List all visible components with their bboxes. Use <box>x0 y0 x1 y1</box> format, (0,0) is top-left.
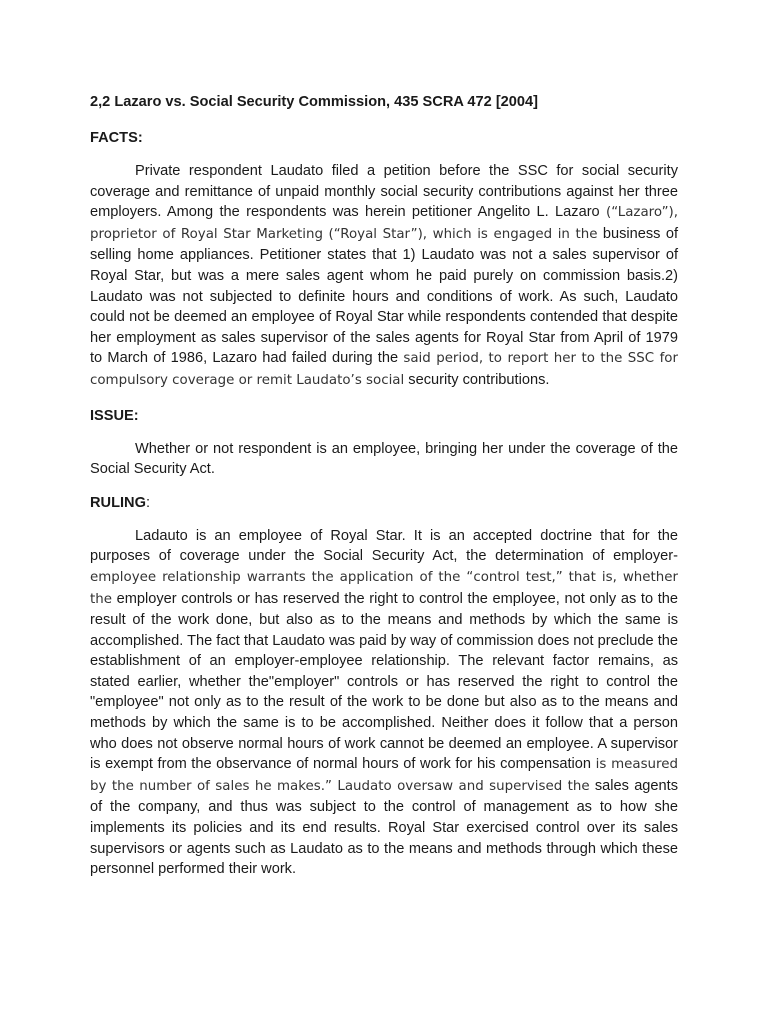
facts-text-4: said period, to report her to the SSC for compulsory coverage or remit Laudato’s social <box>90 351 678 388</box>
facts-text-2: (“Lazaro”), proprietor of Royal Star Marketing (“Royal Star”), which is engaged in the <box>90 205 678 242</box>
issue-paragraph: Whether or not respondent is an employee, bringing her under the coverage of the Social Security Act. <box>90 440 678 478</box>
ruling-heading-colon: : <box>145 494 151 511</box>
ruling-text-4: is measured by the number of sales he makes.” Laudato oversaw and supervised the <box>90 757 678 794</box>
ruling-text-1: Ladauto is an employee of Royal Star. It is an accepted doctrine that for the purposes of coverage under the Social Security Act, the determination of employer- <box>90 527 678 565</box>
ruling-text-5: sales agents of the company, and thus was subject to the control of management as to how she implements its policies and its end results. Royal Star exercised control over its sales supervisors or agents such as Laudato as to the means and methods through which these personnel performed their work. <box>90 777 679 878</box>
facts-paragraph <box>90 161 678 392</box>
ruling-heading-text: RULING <box>90 494 146 511</box>
ruling-heading <box>90 493 678 513</box>
facts-heading: FACTS: <box>90 130 143 146</box>
ruling-paragraph <box>90 526 678 880</box>
facts-text-1: Private respondent Laudato filed a petition before the SSC for social security coverage and remittance of unpaid monthly social security contributions against her three employers. Among the respondents was herein petitioner Angelito L. Lazaro <box>90 163 678 221</box>
facts-text-3: business of selling home appliances. Petitioner states that 1) Laudato was not a sales supervisor of Royal Star, but was a mere sales agent whom he paid purely on commission basis.2) Laudato was not subjected to definite hours and conditions of work. As such, Laudato could not be deemed an employee of Royal Star while respondents contended that despite her employment as sales supervisor of the sales agents for Royal Star from April of 1979 to March of 1986, Lazaro had failed during the <box>90 225 678 367</box>
ruling-text-3: employer controls or has reserved the right to control the employee, not only as to the result of the work done, but also as to the means and methods by which the same is accomplished. The fact that Laudato was paid by way of commission does not preclude the establishment of an employer-employee relationship. The relevant factor remains, as stated earlier, whether the"employer" controls or has reserved the right to control the "employee" not only as to the result of the work to be done but also as to the means and methods by which the same is to be accomplished. Neither does it follow that a person who does not observe normal hours of work cannot be deemed an employee. A supervisor is exempt from the observance of normal hours of work for his compensation <box>90 590 678 773</box>
issue-heading: ISSUE: <box>90 407 139 424</box>
facts-text-5: security contributions. <box>404 371 550 388</box>
case-title: 2,2 Lazaro vs. Social Security Commission, 435 SCRA 472 [2004] <box>90 94 539 110</box>
ruling-text-2: employee relationship warrants the application of the “control test,” that is, whether the <box>90 569 678 607</box>
